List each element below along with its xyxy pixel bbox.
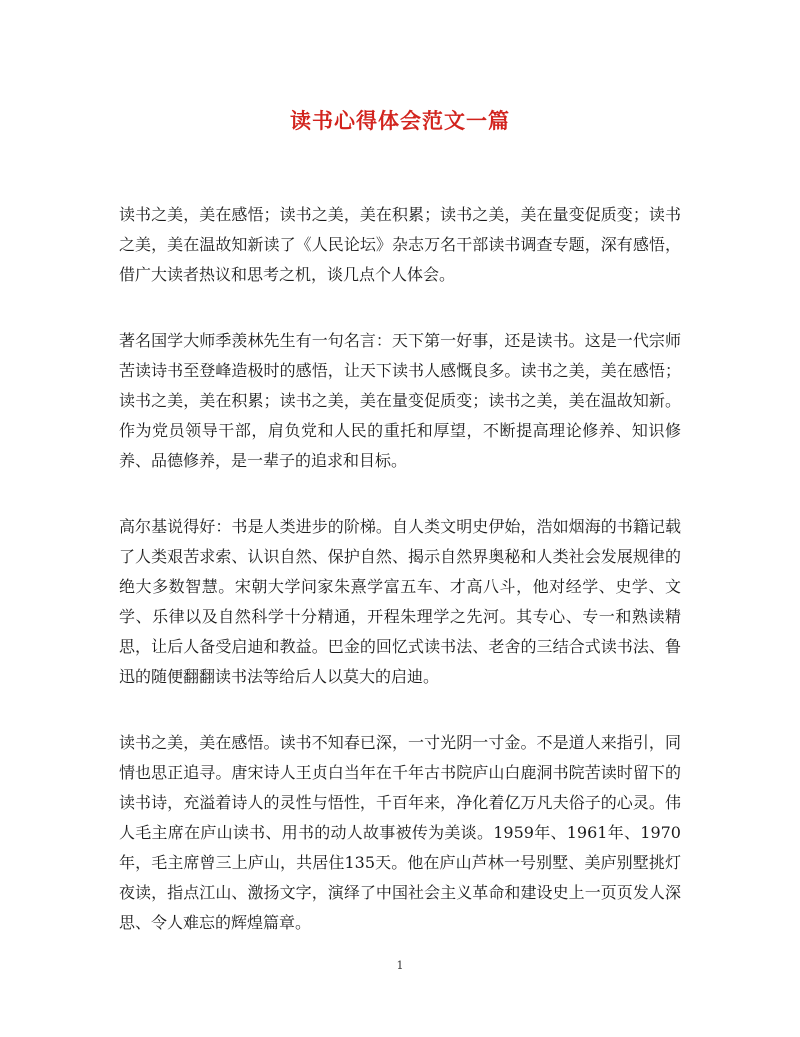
paragraph-1: 读书之美，美在感悟；读书之美，美在积累；读书之美，美在量变促质变；读书之美，美在温故知新读了《人民论坛》杂志万名干部读书调查专题，深有感悟，借广大读者热议和思考之机，谈几点个人体会。 — [119, 205, 681, 284]
document-body — [119, 200, 681, 974]
paragraph-3: 高尔基说得好：书是人类进步的阶梯。自人类文明史伊始，浩如烟海的书籍记载了人类艰苦求索、认识自然、保护自然、揭示自然界奥秘和人类社会发展规律的绝大多数智慧。宋朝大学问家朱熹学富五车、才高八斗，他对经学、史学、文学、乐律以及自然科学十分精通，开程朱理学之先河。其专心、专一和熟读精思，让后人备受启迪和教益。巴金的回忆式读书法、老舍的三结合式读书法、鲁迅的随便翻翻读书法等给后人以莫大的启迪。 — [119, 517, 681, 686]
paragraph-4: 读书之美，美在感悟。读书不知春已深，一寸光阴一寸金。不是道人来指引，同情也思正追寻。唐宋诗人王贞白当年在千年古书院庐山白鹿洞书院苦读时留下的读书诗，充溢着诗人的灵性与悟性，千百年来，净化着亿万凡夫俗子的心灵。伟人毛主席在庐山读书、用书的动人故事被传为美谈。1959年、1961年、1970年，毛主席曾三上庐山，共居住135天。他在庐山芦林一号别墅、美庐别墅挑灯夜读，指点江山、激扬文字，演绎了中国社会主义革命和建设史上一页页发人深思、令人难忘的辉煌篇章。 — [119, 733, 681, 932]
page-title: 读书心得体会范文一篇 — [290, 108, 510, 133]
page-number: 1 — [396, 959, 404, 972]
paragraph-2: 著名国学大师季羡林先生有一句名言：天下第一好事，还是读书。这是一代宗师苦读诗书至登峰造极时的感悟，让天下读书人感慨良多。读书之美，美在感悟；读书之美，美在积累；读书之美，美在量变促质变；读书之美，美在温故知新。作为党员领导干部，肩负党和人民的重托和厚望，不断提高理论修养、知识修养、品德修养，是一辈子的追求和目标。 — [119, 331, 681, 470]
